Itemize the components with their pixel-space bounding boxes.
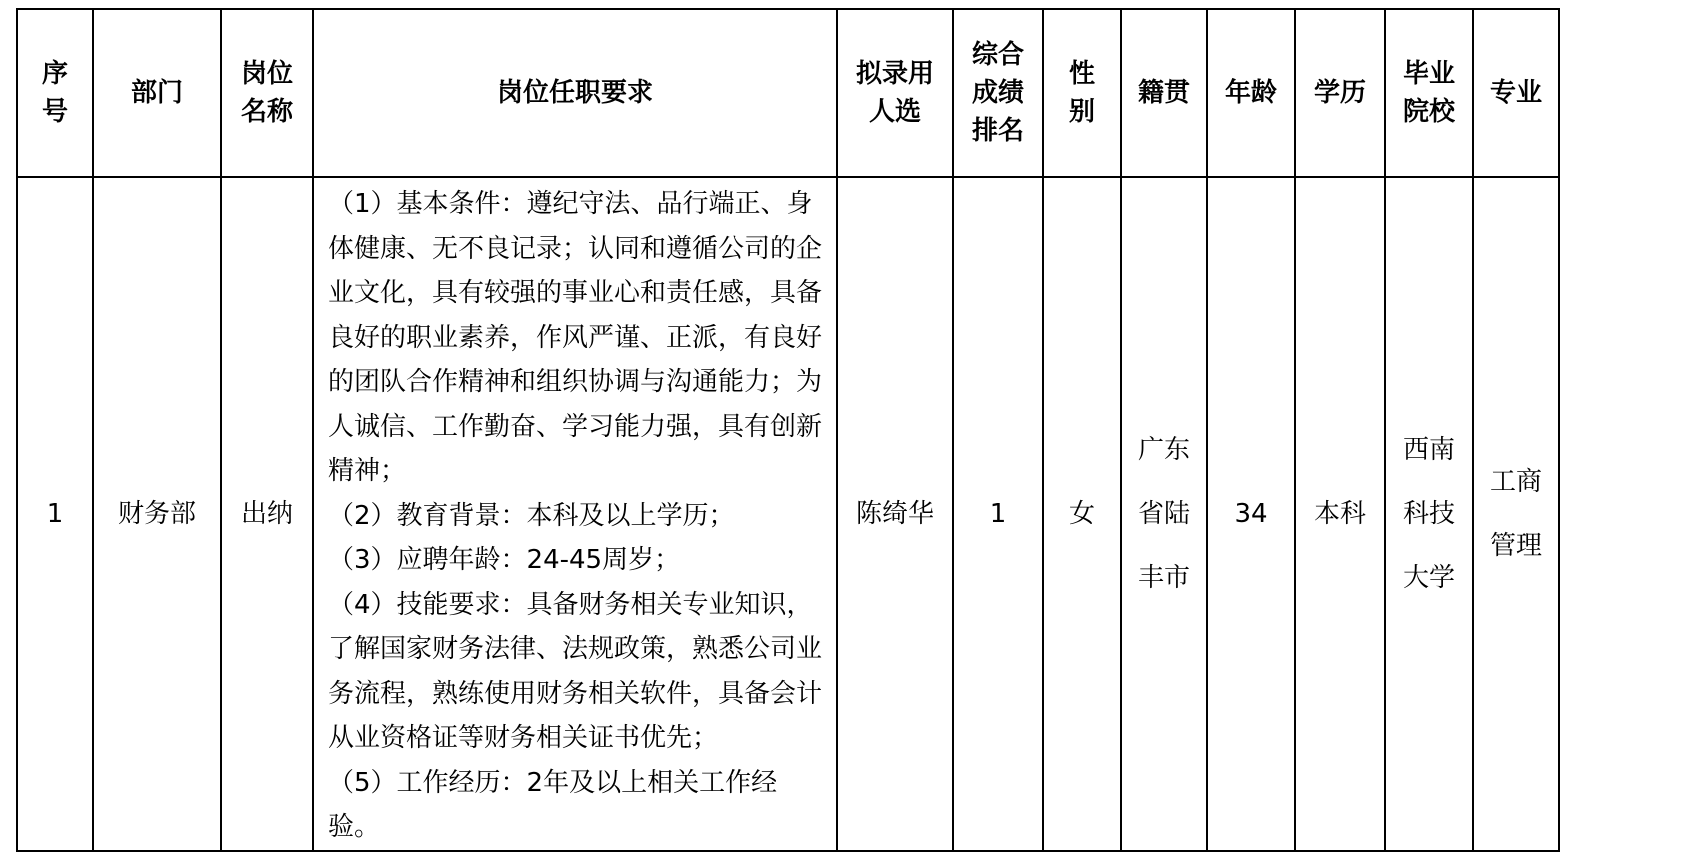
cell-age [1207, 177, 1295, 851]
cell-requirements [313, 177, 837, 851]
cell-candidate [837, 177, 953, 851]
cell-major [1473, 177, 1559, 851]
header-rank [953, 9, 1043, 177]
cell-origin [1121, 177, 1207, 851]
edu-value: 本科 [1313, 498, 1366, 529]
header-row [17, 9, 1559, 177]
gender-value: 女 [1068, 498, 1095, 529]
requirements-list [314, 178, 836, 850]
table-row [17, 177, 1559, 851]
rank-value: 1 [989, 498, 1007, 529]
requirement-item-4: （4）技能要求：具备财务相关专业知识，了解国家财务法律、法规政策，熟悉公司业务流程，熟练使用财务相关软件，具备会计从业资格证等财务相关证书优先； [328, 589, 823, 753]
header-candidate [837, 9, 953, 177]
cell-edu [1295, 177, 1385, 851]
recruitment-table [16, 8, 1560, 852]
requirement-item-1: （1）基本条件：遵纪守法、品行端正、身体健康、无不良记录；认同和遵循公司的企业文化，具有较强的事业心和责任感，具备良好的职业素养，作风严谨、正派，有良好的团队合作精神和组织协调与沟通能力；为人诚信、工作勤奋、学习能力强，具有创新精神； [328, 189, 823, 486]
cell-seq [17, 177, 93, 851]
header-seq-label: 序号 [41, 59, 68, 127]
header-gender [1043, 9, 1121, 177]
requirement-item-3: （3）应聘年龄：24-45周岁； [328, 545, 681, 575]
header-requirements-label: 岗位任职要求 [496, 78, 653, 108]
seq-value: 1 [46, 498, 64, 529]
header-edu [1295, 9, 1385, 177]
origin-value: 广东省陆丰市 [1137, 434, 1190, 593]
header-gender-label: 性别 [1068, 59, 1095, 127]
header-post-label: 岗位名称 [240, 59, 293, 127]
cell-school [1385, 177, 1473, 851]
header-dept-label: 部门 [130, 78, 183, 108]
school-value: 西南科技大学 [1402, 434, 1455, 593]
cell-dept [93, 177, 221, 851]
dept-value: 财务部 [117, 498, 196, 529]
header-rank-label: 综合成绩排名 [971, 40, 1024, 146]
major-value: 工商管理 [1489, 466, 1542, 561]
cell-post [221, 177, 313, 851]
header-age [1207, 9, 1295, 177]
header-edu-label: 学历 [1313, 78, 1366, 108]
candidate-value: 陈绮华 [855, 498, 934, 529]
header-school [1385, 9, 1473, 177]
header-major [1473, 9, 1559, 177]
header-origin [1121, 9, 1207, 177]
cell-gender [1043, 177, 1121, 851]
header-origin-label: 籍贯 [1137, 78, 1190, 108]
header-dept [93, 9, 221, 177]
header-age-label: 年龄 [1224, 78, 1277, 108]
post-value: 出纳 [240, 498, 293, 529]
header-school-label: 毕业院校 [1402, 59, 1455, 127]
header-seq [17, 9, 93, 177]
header-requirements [313, 9, 837, 177]
requirement-item-2: （2）教育背景：本科及以上学历； [328, 500, 735, 531]
requirement-item-5: （5）工作经历：2年及以上相关工作经验。 [328, 767, 778, 842]
header-candidate-label: 拟录用人选 [855, 59, 934, 127]
cell-rank [953, 177, 1043, 851]
age-value: 34 [1234, 498, 1268, 529]
header-post [221, 9, 313, 177]
header-major-label: 专业 [1489, 78, 1542, 108]
